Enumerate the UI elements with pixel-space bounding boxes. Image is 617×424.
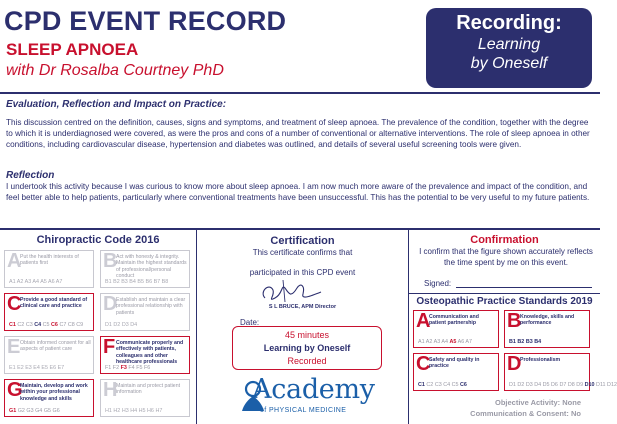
presenter-name: with Dr Rosalba Courtney PhD	[6, 62, 224, 79]
chiro-code: F2	[112, 365, 120, 371]
chiro-code: G6	[52, 408, 60, 414]
chiro-code: D2	[113, 322, 121, 328]
objective-activity: Objective Activity: None	[495, 398, 581, 407]
confirm-divider	[409, 293, 600, 294]
chiro-code: H2	[113, 408, 121, 414]
header-divider	[0, 92, 600, 94]
chiro-description: Put the health interests of patients first	[20, 254, 79, 267]
osteo-box-a	[413, 310, 499, 348]
chiro-code: D4	[130, 322, 138, 328]
chiro-codes	[105, 322, 187, 328]
chiro-description: Establish and maintain a clear professional relationship with patients	[116, 297, 186, 316]
chiro-code: E4	[33, 365, 40, 371]
logo-sub: of PHYSICAL MEDICINE	[260, 407, 347, 414]
chiro-code: A5	[40, 279, 47, 285]
osteo-code: D2	[517, 382, 525, 388]
director-signature	[255, 276, 335, 306]
osteo-code: D1	[509, 382, 516, 388]
chiro-box-g	[4, 379, 94, 417]
chiro-code: A6	[47, 279, 55, 285]
confirmation-text: I confirm that the figure shown accurately reflects the time spent by me on this event.	[419, 247, 593, 267]
chiro-code: E3	[25, 365, 32, 371]
chiro-code: G4	[35, 408, 43, 414]
chiro-codes	[9, 365, 91, 371]
evaluation-text: This discussion centred on the definition, causes, signs and symptoms, and treatment of sleep apnoea. The prevalence of the condition, together with the degree to which it is underdiagnosed were covered, as were the pros and cons of a number of conventional or alternative interventions. The role of sleep apnoea in other conditions, including cardiovascular disease, hypertension and diabetes was outlined, and details of several useful screening tools were given.	[6, 118, 590, 149]
cert-line1: This certificate confirms that	[252, 248, 353, 257]
cert-line2: participated in this CPD event	[249, 268, 356, 277]
chiro-codes	[9, 322, 91, 328]
osteo-codes	[418, 339, 496, 345]
chiro-codes	[105, 365, 187, 371]
osteo-code: A7	[465, 339, 472, 345]
chiro-box-f	[100, 336, 190, 374]
chiro-letter: H	[103, 379, 118, 401]
chiro-code: H1	[105, 408, 112, 414]
reflection-text: I undertook this activity because I was curious to know more about sleep apnoea. I am now much more aware of the prevalence and impact of the condition, and feel better able to help patients, particularly where conventional treatments have been unsuccessful. This has the potential to be very useful to my future patients.	[6, 182, 590, 202]
chiro-code: G5	[43, 408, 52, 414]
evaluation-heading: Evaluation, Reflection and Impact on Practice:	[6, 99, 227, 110]
chiro-code: E6	[49, 365, 57, 371]
osteo-code: A6	[457, 339, 465, 345]
chiro-heading: Chiropractic Code 2016	[36, 234, 160, 246]
col-divider-2	[408, 230, 409, 424]
osteo-box-b	[504, 310, 590, 348]
chiro-letter: B	[103, 250, 118, 272]
chiro-code: H5	[138, 408, 146, 414]
osteo-letter: C	[416, 353, 431, 375]
chiro-description: Provide a good standard of clinical care and practice	[20, 297, 88, 310]
chiro-codes	[105, 408, 187, 414]
chiro-letter: A	[7, 250, 22, 272]
osteo-code: C3	[434, 382, 442, 388]
chiro-code: E2	[17, 365, 24, 371]
osteo-code: C5	[451, 382, 459, 388]
osteo-code: D11	[596, 382, 606, 388]
osteo-heading: Osteopathic Practice Standards 2019	[416, 296, 593, 307]
osteo-code: B1	[509, 339, 516, 345]
signature-line[interactable]	[456, 287, 592, 288]
osteo-description: Knowledge, skills and performance	[520, 314, 575, 327]
topic-title: SLEEP APNOEA	[6, 40, 139, 59]
logo-word: Academy	[252, 374, 375, 405]
osteo-code: C6	[460, 382, 467, 388]
osteo-codes	[509, 339, 587, 345]
chiro-code: H7	[155, 408, 163, 414]
osteo-code: D7	[559, 382, 567, 388]
osteo-codes	[418, 382, 496, 388]
chiro-box-e	[4, 336, 94, 374]
signed-label: Signed:	[424, 279, 452, 288]
badge-line2: Learning	[477, 36, 541, 53]
osteo-code: D4	[534, 382, 542, 388]
chiro-code: H4	[130, 408, 138, 414]
reflection-heading: Reflection	[6, 170, 55, 181]
chiro-code: C3	[25, 322, 33, 328]
chiro-code: H6	[147, 408, 154, 414]
osteo-code: D10	[584, 382, 595, 388]
osteo-code: D9	[576, 382, 584, 388]
chiro-code: G1	[9, 408, 17, 414]
certification-heading: Certification	[270, 235, 335, 247]
chiro-code: C5	[42, 322, 50, 328]
chiro-code: E1	[9, 365, 16, 371]
chiro-code: C2	[17, 322, 25, 328]
chiro-code: E5	[41, 365, 48, 371]
chiro-box-a	[4, 250, 94, 288]
signer-name: S L BRUCE, APM Director	[268, 304, 337, 310]
osteo-letter: D	[507, 353, 522, 375]
chiro-description: Act with honesty & integrity. Maintain the highest standards of professional/personal conduct	[116, 254, 187, 280]
osteo-codes	[509, 382, 617, 388]
chiro-code: E7	[57, 365, 65, 371]
osteo-code: A1	[418, 339, 425, 345]
chiro-code: F3	[120, 365, 127, 371]
chiro-code: C7	[59, 322, 67, 328]
chiro-letter: G	[7, 379, 23, 401]
chiro-code: B1	[105, 279, 112, 285]
chiro-code: F6	[143, 365, 151, 371]
chiro-description: Communicate properly and effectively with patients, colleagues and other healthcare professionals	[116, 340, 184, 366]
chiro-code: B7	[153, 279, 161, 285]
chiro-code: B3	[121, 279, 128, 285]
osteo-code: B4	[534, 339, 542, 345]
date-label: Date:	[240, 318, 260, 327]
chiro-code: C6	[51, 322, 58, 328]
chiro-code: A1	[9, 279, 16, 285]
chiro-code: A4	[32, 279, 39, 285]
recording-badge	[426, 8, 592, 88]
chiro-code: F4	[128, 365, 135, 371]
chiro-letter: F	[103, 336, 116, 358]
chiro-box-h	[100, 379, 190, 417]
hours-value: 45 minutes	[284, 330, 330, 340]
osteo-description: Professionalism	[520, 357, 561, 363]
osteo-description: Communication and patient partnership	[429, 314, 479, 327]
chiro-codes	[9, 408, 91, 414]
chiro-code: F1	[105, 365, 112, 371]
confirmation-heading: Confirmation	[470, 234, 539, 246]
osteo-code: C2	[426, 382, 434, 388]
chiro-code: B2	[113, 279, 120, 285]
chiro-code: B4	[129, 279, 136, 285]
osteo-letter: B	[507, 310, 522, 332]
chiro-description: Maintain, develop and work within your professional knowledge and skills	[20, 383, 88, 402]
page-title: CPD EVENT RECORD	[4, 6, 287, 36]
chiro-description: Obtain informed consent for all aspects of patient care	[20, 340, 91, 353]
osteo-code: C1	[418, 382, 425, 388]
chiro-code: A3	[24, 279, 32, 285]
chiro-code: F5	[136, 365, 143, 371]
chiro-code: A2	[16, 279, 24, 285]
osteo-letter: A	[416, 310, 431, 332]
chiro-letter: D	[103, 293, 118, 315]
chiro-code: A7	[55, 279, 63, 285]
osteo-code: B3	[525, 339, 533, 345]
mid-divider	[0, 228, 600, 230]
badge-line1: Recording:	[456, 12, 562, 34]
osteo-code: D5	[542, 382, 550, 388]
academy-logo	[238, 374, 375, 420]
chiro-description: Maintain and protect patient information	[116, 383, 181, 396]
chiro-letter: E	[7, 336, 21, 358]
col-divider-1	[196, 230, 197, 424]
osteo-description: Safety and quality in practice	[429, 357, 480, 370]
osteo-code: A2	[425, 339, 433, 345]
chiro-code: G3	[26, 408, 34, 414]
osteo-code: A4	[441, 339, 448, 345]
osteo-code: D3	[525, 382, 533, 388]
osteo-code: D12	[607, 382, 617, 388]
chiro-code: G2	[17, 408, 25, 414]
chiro-code: B8	[161, 279, 169, 285]
hours-box	[232, 326, 382, 370]
chiro-letter: C	[7, 293, 22, 315]
osteo-code: D8	[567, 382, 575, 388]
osteo-code: A5	[449, 339, 457, 345]
chiro-box-d	[100, 293, 190, 331]
chiro-codes	[9, 279, 91, 285]
osteo-code: D6	[551, 382, 558, 388]
osteo-code: B2	[517, 339, 525, 345]
chiro-codes	[105, 279, 187, 285]
chiro-code: B5	[137, 279, 144, 285]
chiro-code: D3	[121, 322, 129, 328]
chiro-code: C9	[76, 322, 84, 328]
osteo-box-d	[504, 353, 617, 391]
osteo-code: C4	[443, 382, 451, 388]
osteo-box-c	[413, 353, 499, 391]
chiro-code: H3	[121, 408, 129, 414]
chiro-code: C4	[34, 322, 42, 328]
chiro-code: B6	[145, 279, 153, 285]
record-status: Recorded	[287, 356, 327, 366]
chiro-code: C1	[9, 322, 16, 328]
chiro-box-b	[100, 250, 190, 288]
badge-line3: by Oneself	[470, 55, 548, 72]
chiro-box-c	[4, 293, 94, 331]
activity-type: Learning by Oneself	[263, 343, 351, 353]
osteo-code: A3	[433, 339, 441, 345]
chiro-code: D1	[105, 322, 112, 328]
chiro-code: C8	[67, 322, 75, 328]
communication-consent: Communication & Consent: No	[470, 409, 581, 418]
